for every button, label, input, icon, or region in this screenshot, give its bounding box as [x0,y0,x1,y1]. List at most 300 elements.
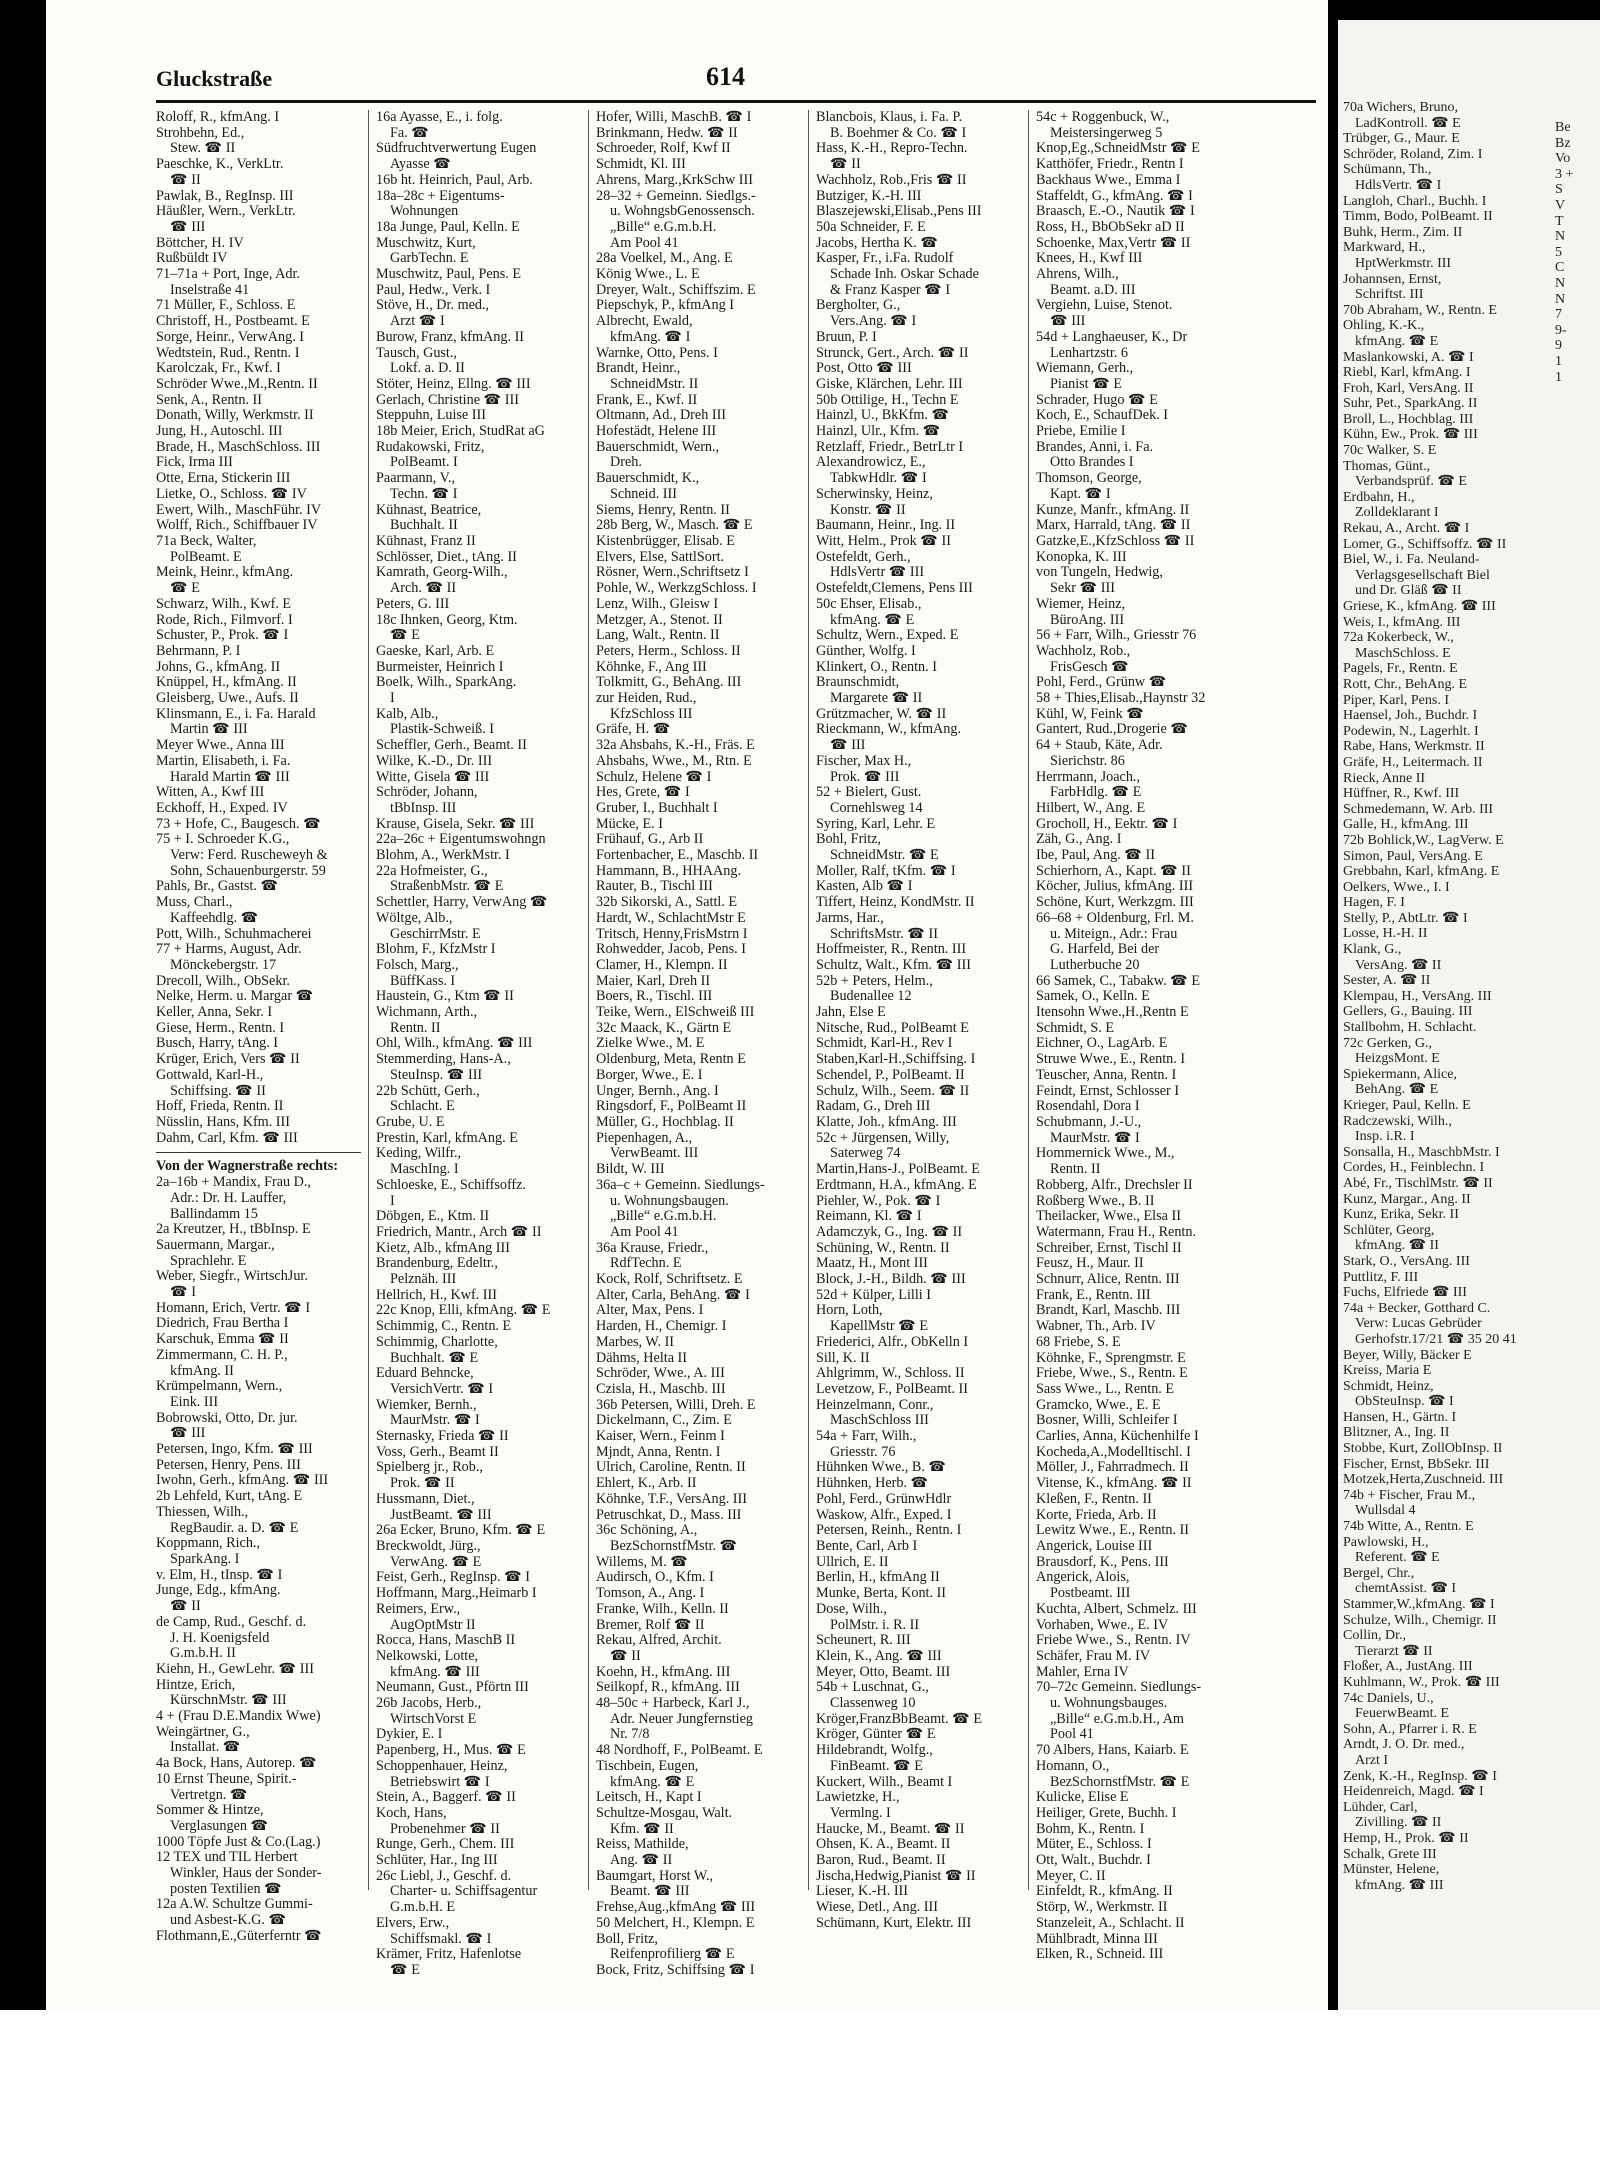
facing-page-entry: VersAng. ☎ II [1355,957,1442,973]
directory-entry: Marx, Harrald, tAng. ☎ II [1036,518,1191,534]
directory-entry: Meyer, C. II [1036,1868,1106,1884]
directory-entry: Friederici, Alfr., ObKelln I [816,1334,969,1350]
directory-entry: Rösner, Wern.,Schriftsetz I [596,565,749,581]
directory-entry: Boll, Fritz, [596,1931,658,1947]
facing-page-entry: Rieck, Anne II [1343,770,1426,786]
directory-entry: BüffKass. I [390,973,456,989]
directory-entry: Carlies, Anna, Küchenhilfe I [1036,1429,1199,1445]
directory-entry: Schäfer, Frau M. IV [1036,1648,1151,1664]
directory-entry: ☎ III [830,738,866,754]
directory-entry: Radam, G., Dreh III [816,1099,931,1115]
directory-entry: tBbInsp. III [390,800,457,816]
directory-entry: Kühl, W, Feink ☎ [1036,706,1144,722]
directory-entry: 26c Liebl, J., Geschf. d. [376,1868,512,1884]
facing-page-entry: 70a Wichers, Bruno, [1343,100,1459,115]
directory-entry: 66–68 + Oldenburg, Frl. M. [1036,910,1194,926]
facing-page-entry: Schulze, Wilh., Chemigr. II [1343,1612,1497,1628]
directory-entry: Baumann, Heinr., Ing. II [816,518,956,534]
directory-entry: RdfTechn. E [610,1256,682,1272]
facing-page-entry: Spiekermann, Alice, [1343,1066,1457,1082]
directory-entry: Harden, H., Chemigr. I [596,1319,727,1335]
directory-entry: Jischa,Hedwig,Pianist ☎ II [816,1868,976,1884]
directory-entry: Ibe, Paul, Ang. ☎ II [1036,848,1155,864]
directory-entry: Knüppel, H., kfmAng. II [156,675,297,691]
directory-entry: Vertretgn. ☎ [170,1787,248,1803]
directory-entry: Friebe, Wwe., S., Rentn. E [1036,1366,1188,1382]
directory-entry: G.m.b.H. E [390,1900,456,1916]
facing-page-entry: Losse, H.-H. II [1343,926,1428,942]
directory-entry: Prok. ☎ III [830,769,900,785]
directory-entry: Schneid. III [610,486,677,502]
directory-entry: Köcher, Julius, kfmAng. III [1036,879,1194,895]
directory-entry: Ballindamm 15 [170,1206,258,1222]
directory-entry: 32a Ahsbahs, K.-H., Fräs. E [596,738,755,754]
directory-entry: Butziger, K.-H. III [816,188,922,204]
directory-entry: Braunschmidt, [816,675,900,691]
directory-entry: Hainzl, U., BkKfm. ☎ [816,408,950,424]
facing-page-column [1343,100,1553,1960]
directory-entry: Schierhorn, A., Kapt. ☎ II [1036,863,1191,879]
directory-entry: 18a–28c + Eigentums- [376,188,505,204]
directory-entry: Kamrath, Georg-Wilh., [376,565,508,581]
directory-entry: Fischer, Max H., [816,753,912,769]
directory-entry: KfzSchloss III [610,706,693,722]
directory-entry: Theilacker, Wwe., Elsa II [1036,1209,1181,1225]
scan-margin [0,2010,1600,2177]
directory-entry: Dose, Wilh., [816,1601,887,1617]
facing-page-entry: Buhk, Herm., Zim. II [1343,224,1463,240]
directory-entry: Folsch, Marg., [376,957,459,973]
directory-entry: Krümpelmann, Wern., [156,1379,283,1395]
directory-entry: Ott, Walt., Buchdr. I [1036,1853,1151,1869]
directory-entry: 50c Ehser, Elisab., [816,596,922,612]
directory-entry: Witten, A., Kwf III [156,785,265,801]
directory-entry: Stöter, Heinz, Ellng. ☎ III [376,376,531,392]
directory-entry: Kuchta, Albert, Schmelz. III [1036,1601,1197,1617]
directory-entry: Maatz, H., Mont III [816,1256,928,1272]
directory-entry: Schlüter, Har., Ing III [376,1853,498,1869]
directory-entry: G.m.b.H. II [170,1646,236,1662]
directory-entry: Nr. 7/8 [610,1727,650,1743]
directory-entry: Piehler, W., Pok. ☎ I [816,1193,941,1209]
directory-entry: Plastik-Schweiß. I [390,722,495,738]
directory-entry: Arch. ☎ II [390,581,457,597]
directory-entry: Kleßen, F., Rentn. II [1036,1491,1152,1507]
directory-entry: 52c + Jürgensen, Willy, [816,1130,950,1146]
directory-entry: Katthöfer, Friedr., Rentn I [1036,157,1184,173]
street-heading: Gluckstraße [156,66,273,91]
directory-entry: Ahlgrimm, W., Schloss. II [816,1366,965,1382]
directory-entry: Brausdorf, K., Pens. III [1036,1554,1169,1570]
directory-entry: Czisla, H., Maschb. III [596,1381,726,1397]
directory-entry: Bohl, Fritz, [816,832,882,848]
directory-entry: Möller, J., Fahrradmech. II [1036,1460,1189,1476]
directory-entry: Blaszejewski,Elisab.,Pens III [816,204,982,220]
directory-entry: kfmAng. ☎ E [830,612,915,628]
facing-page-entry: Arndt, J. O. Dr. med., [1343,1737,1465,1753]
directory-entry: Brandes, Anni, i. Fa. [1036,439,1154,455]
directory-entry: Probenehmer ☎ II [390,1821,500,1837]
directory-entry: Kasten, Alb ☎ I [816,879,913,895]
directory-entry: 4 + (Frau D.E.Mandix Wwe) [156,1709,321,1725]
directory-entry: Lieser, K.-H. III [816,1884,909,1900]
directory-entry: Reimers, Erw., [376,1601,461,1617]
facing-page-edge-fragment: T [1555,213,1564,229]
directory-entry: Sohn, Schauenburgerstr. 59 [170,863,326,879]
directory-entry: posten Textilien ☎ [170,1881,282,1897]
directory-entry: Wachholz, Rob., [1036,643,1131,659]
directory-entry: Günther, Wolfg. I [816,643,916,659]
directory-entry: WirtschVorst E [390,1711,477,1727]
facing-page-entry: Schriftst. III [1355,287,1424,303]
directory-entry: Margarete ☎ II [830,691,923,707]
facing-page-entry: Schmedemann, W. Arb. III [1343,801,1494,817]
directory-entry: SchriftsMstr. ☎ II [830,926,938,942]
directory-entry: Verw: Ferd. Ruscheweyh & [170,848,328,864]
directory-entry: Mahler, Erna IV [1036,1664,1129,1680]
directory-entry: TabkwHdlr. ☎ I [830,471,927,487]
directory-entry: Pawlak, B., RegInsp. III [156,188,294,204]
header-rule [156,100,1316,103]
directory-entry: Gräfe, H. ☎ [596,722,671,738]
directory-entry: u. Wohnungsbauges. [1050,1696,1168,1712]
directory-entry: Wiemann, Gerh., [1036,361,1134,377]
directory-entry: ☎ E [390,628,420,644]
directory-entry: 70 Albers, Hans, Kaiarb. E [1036,1743,1189,1759]
directory-entry: BezSchornstfMstr. ☎ E [1050,1774,1190,1790]
directory-entry: u. WohngsbGenossensch. [610,204,755,220]
directory-entry: StraßenbMstr. ☎ E [390,879,504,895]
directory-entry: 68 Friebe, S. E [1036,1334,1121,1350]
directory-entry: Pohle, W., WerkzgSchloss. I [596,581,757,597]
directory-entry: Kasper, Fr., i.Fa. Rudolf [816,251,954,267]
directory-entry: Wabner, Th., Arb. IV [1036,1319,1156,1335]
directory-entry: SparkAng. I [170,1551,240,1567]
directory-entry: Hardt, W., SchlachtMstr E [596,910,746,926]
directory-entry: Pahls, Br., Gastst. ☎ [156,879,279,895]
facing-page-entry: Markward, H., [1343,240,1426,256]
directory-entry: Bock, Fritz, Schiffsing ☎ I [596,1962,755,1978]
facing-page-entry: Sonsalla, H., MaschbMstr. I [1343,1144,1500,1160]
directory-entry: König Wwe., L. E [596,267,700,283]
facing-page-entry: Stallbohm, H. Schlacht. [1343,1020,1477,1036]
facing-page-entry: Stelly, P., AbtLtr. ☎ I [1343,910,1468,926]
directory-entry: Adr. Neuer Jungfernstieg [610,1711,754,1727]
directory-entry: Koch, Hans, [376,1805,447,1821]
directory-entry: Weingärtner, G., [156,1724,250,1740]
directory-entry: Hintze, Erich, [156,1677,236,1693]
directory-entry: Sierichstr. 86 [1050,753,1125,769]
facing-page-entry: Arzt I [1355,1752,1389,1768]
directory-entry: Hilbert, W., Ang. E [1036,800,1146,816]
directory-entry: 28–32 + Gemeinn. Siedlgs.- [596,188,756,204]
directory-entry: Karolczak, Fr., Kwf. I [156,361,281,377]
facing-page-entry: Froh, Karl, VersAng. II [1343,380,1474,396]
directory-entry: Schlösser, Diet., tAng. II [376,549,517,565]
directory-entry: Koppmann, Rich., [156,1536,261,1552]
facing-page-entry: Heidenreich, Magd. ☎ I [1343,1784,1484,1800]
directory-entry: Klatte, Joh., kfmAng. III [816,1115,957,1130]
directory-entry: Wolff, Rich., Schiffbauer IV [156,518,318,534]
directory-entry: Am Pool 41 [610,235,679,251]
directory-entry: Beamt. a.D. III [1050,282,1136,298]
directory-entry: 50a Schneider, F. E [816,219,926,235]
directory-entry: Teike, Wern., ElSchweiß III [596,1005,755,1021]
directory-entry: u. Wohnungsbaugen. [610,1193,729,1209]
directory-entry: Ewert, Wilh., MaschFühr. IV [156,502,322,518]
facing-page-entry: Johannsen, Ernst, [1343,271,1442,287]
directory-entry: Stöve, H., Dr. med., [376,298,490,314]
directory-entry: Ullrich, E. II [816,1554,889,1570]
directory-entry: 36a Krause, Friedr., [596,1240,709,1256]
directory-entry: Ohl, Wilh., kfmAng. ☎ III [376,1036,533,1052]
facing-page-entry: Puttlitz, F. III [1343,1269,1419,1285]
directory-entry: Grocholl, H., Eektr. ☎ I [1036,816,1178,832]
directory-entry: Scheunert, R. III [816,1633,911,1649]
directory-entry: v. Elm, H., tInsp. ☎ I [156,1567,283,1583]
directory-entry: Post, Otto ☎ III [816,361,912,377]
directory-entry: Ahrens, Wilh., [1036,267,1119,283]
directory-entry: Adr.: Dr. H. Lauffer, [170,1190,287,1206]
facing-page-entry: Timm, Bodo, PolBeamt. II [1343,209,1493,225]
directory-entry: Teuscher, Anna, Rentn. I [1036,1067,1177,1083]
directory-entry: Paul, Hedw., Verk. I [376,282,491,298]
facing-page-entry: 74a + Becker, Gotthard C. [1343,1300,1491,1316]
directory-entry: MaurMstr. ☎ I [390,1413,480,1429]
directory-entry: Schade Inh. Oskar Schade [830,267,979,283]
directory-entry: Schiffsmakl. ☎ I [390,1931,492,1947]
directory-entry: Itensohn Wwe.,H.,Rentn E [1036,1005,1189,1021]
facing-page-entry: 74b Witte, A., Rentn. E [1343,1519,1474,1535]
directory-entry: Krüger, Erich, Vers ☎ II [156,1052,300,1068]
directory-entry: Köhnke, F., Sprengmstr. E [1036,1350,1186,1366]
directory-entry: Seilkopf, R., kfmAng. III [596,1680,740,1696]
facing-page-entry: kfmAng. ☎ E [1355,333,1439,349]
facing-page-entry: HeizgsMont. E [1355,1051,1440,1067]
directory-entry: BezSchornstfMstr. ☎ [610,1538,738,1554]
directory-entry: 54a + Farr, Wilh., [816,1429,917,1445]
directory-entry: Boers, R., Tischl. III [596,989,713,1005]
directory-entry: Rosendahl, Dora I [1036,1099,1140,1115]
directory-entry: Brinkmann, Hedw. ☎ II [596,125,738,141]
directory-entry: Brandt, Heinr., [596,361,681,377]
directory-entry: ☎ E [170,581,200,597]
directory-entry: Tischbein, Eugen, [596,1758,699,1774]
directory-entry: Rekau, Alfred, Archit. [596,1633,722,1649]
directory-entry: Strohbehn, Ed., [156,125,245,141]
directory-entry: Rußbüldt IV [156,251,228,267]
directory-entry: Spielberg jr., Rob., [376,1460,483,1476]
directory-entry: Schulz, Wilh., Seem. ☎ II [816,1083,970,1099]
directory-entry: Schmidt, Kl. III [596,157,686,173]
directory-entry: Ostefeldt, Gerh., [816,549,911,565]
directory-entry: Betriebswirt ☎ I [390,1774,490,1790]
directory-entry: Wilke, K.-D., Dr. III [376,753,493,769]
directory-entry: zur Heiden, Rud., [596,691,697,707]
directory-entry: Lang, Walt., Rentn. II [596,628,720,644]
directory-entry: Hellrich, H., Kwf. III [376,1287,497,1303]
directory-entry: Gramcko, Wwe., E. E [1036,1397,1161,1413]
facing-page-entry: MaschSchloss. E [1355,645,1451,661]
facing-page-entry: Maslankowski, A. ☎ I [1343,349,1474,365]
directory-entry: Martin,Hans-J., PolBeamt. E [816,1162,980,1178]
facing-page-entry: Broll, L., Hochblag. III [1343,411,1474,427]
directory-entry: 64 + Staub, Käte, Adr. [1036,738,1163,754]
directory-entry: Priebe, Emilie I [1036,424,1126,440]
directory-entry: Schöne, Kurt, Werkzgm. III [1036,895,1194,911]
directory-entry: Sorge, Heinr., VerwAng. I [156,329,305,345]
directory-entry: Scherwinsky, Heinz, [816,486,933,502]
directory-entry: Piepschyk, P., kfmAng I [596,298,734,314]
directory-entry: Konstr. ☎ II [830,502,906,518]
directory-entry: Ehlert, K., Arb. II [596,1476,697,1492]
directory-entry: Petersen, Ingo, Kfm. ☎ III [156,1442,313,1458]
directory-entry: Lawietzke, H., [816,1790,900,1806]
facing-page-edge-fragment: 1 [1555,369,1562,385]
facing-page-edge-fragment: N [1555,229,1566,245]
directory-entry: Winkler, Haus der Sonder- [170,1866,322,1882]
directory-entry: Schüning, W., Rentn. II [816,1240,950,1256]
directory-entry: Schimmig, C., Rentn. E [376,1319,512,1335]
facing-page-entry: Hagen, F. I [1343,895,1405,911]
facing-page-entry: ObSteuInsp. ☎ I [1355,1394,1454,1410]
directory-entry: Grützmacher, W. ☎ II [816,706,947,722]
directory-entry: Franke, Wilh., Kelln. II [596,1601,729,1617]
directory-entry: SchneidMstr. II [610,376,699,392]
directory-entry: Strunck, Gert., Arch. ☎ II [816,345,969,361]
directory-entry: Kulicke, Elise E [1036,1790,1129,1806]
directory-entry: Verglasungen ☎ [170,1818,269,1834]
facing-page-entry: Erdbahn, H., [1343,489,1415,505]
facing-page-entry: Lühder, Carl, [1343,1799,1418,1815]
directory-entry: MaurMstr. ☎ I [1050,1130,1140,1146]
directory-entry: Fick, Irma III [156,455,233,471]
directory-entry: Sill, K. II [816,1350,870,1366]
directory-entry: Watermann, Frau H., Rentn. [1036,1224,1197,1240]
facing-page-entry: Kreiss, Maria E [1343,1363,1432,1379]
page-number: 614 [706,62,745,91]
directory-entry: Friedrich, Mantr., Arch ☎ II [376,1224,542,1240]
directory-entry: Horn, Loth, [816,1303,883,1319]
facing-page-entry: Klank, G., [1343,942,1402,958]
directory-entry: Adamczyk, G., Ing. ☎ II [816,1224,963,1240]
directory-entry: Giese, Herm., Rentn. I [156,1020,285,1036]
directory-entry: Eduard Behncke, [376,1366,474,1382]
directory-entry: VerwBeamt. III [610,1146,699,1162]
directory-entry: B. Boehmer & Co. ☎ I [830,125,967,141]
facing-page-entry: 74b + Fischer, Frau M., [1343,1487,1476,1503]
directory-entry: Saterweg 74 [830,1146,901,1162]
directory-entry: Jarms, Har., [816,910,884,926]
directory-entry: Paeschke, K., VerkLtr. [156,157,284,173]
directory-entry: Ostefeldt,Clemens, Pens III [816,581,973,597]
directory-entry: 32c Maack, K., Gärtn E [596,1020,732,1036]
directory-entry: Heiliger, Grete, Buchh. I [1036,1805,1177,1821]
directory-entry: Blohm, A., WerkMstr. I [376,848,510,864]
directory-entry: Witte, Gisela ☎ III [376,769,490,785]
facing-page-entry: Hansen, H., Gärtn. I [1343,1409,1457,1425]
directory-entry: 32b Sikorski, A., Sattl. E [596,895,738,911]
directory-entry: 2b Lehfeld, Kurt, tAng. E [156,1489,303,1505]
directory-entry: Drecoll, Wilh., ObSekr. [156,973,290,989]
directory-entry: Pelznäh. III [390,1272,457,1288]
directory-entry: 56 + Farr, Wilh., Griesstr 76 [1036,628,1197,644]
facing-page-entry: Biel, W., i. Fa. Neuland- [1343,552,1480,568]
facing-page-entry: LadKontroll. ☎ E [1355,115,1461,131]
directory-entry: Peters, Herm., Schloss. II [596,643,741,659]
directory-entry: Schoppenhauer, Heinz, [376,1758,508,1774]
facing-page-entry: Verw: Lucas Gebrüder [1355,1316,1482,1332]
directory-entry: Buchhalt. II [390,518,458,534]
facing-page-entry: Schlüter, Georg, [1343,1222,1435,1238]
directory-entry: Prok. ☎ II [390,1476,455,1492]
directory-entry: Bauerschmidt, Wern., [596,439,720,455]
directory-entry: Köhnke, T.F., VersAng. III [596,1491,747,1507]
facing-page-entry: Verbandsprüf. ☎ E [1355,474,1467,490]
directory-entry: 18b Meier, Erich, StudRat aG [376,424,545,440]
directory-entry: Jung, H., Autoschl. III [156,424,283,440]
directory-entry: Sauermann, Margar., [156,1237,275,1253]
directory-entry: Kapt. ☎ I [1050,486,1111,502]
facing-page-entry: Grebbahn, Karl, kfmAng. E [1343,864,1500,880]
facing-page-entry: Galle, H., kfmAng. III [1343,817,1469,833]
directory-entry: Samek, O., Kelln. E [1036,989,1150,1005]
facing-page-entry: BehAng. ☎ E [1355,1082,1439,1098]
facing-page-entry: Riebl, Karl, kfmAng. I [1343,365,1471,381]
directory-entry: Weber, Siegfr., WirtschJur. [156,1269,308,1285]
directory-entry: „Bille“ e.G.m.b.H., Am [1050,1711,1184,1727]
directory-entry: Muschwitz, Kurt, [376,235,476,251]
directory-entry: Tritsch, Henny,FrisMstrn I [596,926,748,942]
directory-entry: Sprachlehr. E [170,1253,247,1269]
directory-entry: Knop,Eg.,SchneidMstr ☎ E [1036,141,1200,157]
facing-page-entry: kfmAng. ☎ III [1355,1877,1444,1893]
directory-entry: Krämer, Fritz, Hafenlotse [376,1947,522,1963]
directory-entry: Buchhalt. ☎ E [390,1350,479,1366]
directory-entry: 48 Nordhoff, F., PolBeamt. E [596,1743,763,1759]
directory-entry: Erdtmann, H.A., kfmAng. E [816,1177,977,1193]
directory-entry: Bremer, Rolf ☎ II [596,1617,705,1633]
directory-entry: Hammann, B., HHAAng. [596,863,742,879]
directory-entry: HdlsVertr ☎ III [830,565,925,581]
directory-entry: Lokf. a. D. II [390,361,465,377]
directory-entry: Hühnken Wwe., B. ☎ [816,1460,947,1476]
directory-entry: GarbTechn. E [390,251,469,267]
directory-entry: Baumgart, Horst W., [596,1868,714,1884]
directory-entry: Moller, Ralf, tKfm. ☎ I [816,863,956,879]
directory-entry: u. Miteign., Adr.: Frau [1050,926,1178,942]
directory-entry: Brade, H., MaschSchloss. III [156,439,321,455]
directory-entry: J. H. Koenigsfeld [170,1630,270,1646]
facing-page-entry: Podewin, N., Lagerhlt. I [1343,723,1479,739]
directory-entry: Karschuk, Emma ☎ II [156,1332,289,1348]
directory-entry: Mjndt, Anna, Rentn. I [596,1444,721,1460]
facing-page-entry: 72a Kokerbeck, W., [1343,630,1454,646]
directory-entry: „Bille“ e.G.m.b.H. [610,219,717,235]
facing-page-entry: Hüffner, R., Kwf. III [1343,786,1460,802]
directory-entry: Homann, O., [1036,1758,1110,1774]
directory-entry: 71a Beck, Walter, [156,533,257,549]
directory-entry: Koch, E., SchaufDek. I [1036,408,1168,424]
directory-entry: Mühlbradt, Minna III [1036,1931,1158,1947]
directory-entry: Vitense, K., kfmAng. ☎ II [1036,1476,1192,1492]
directory-entry: Giske, Klärchen, Lehr. III [816,376,963,392]
directory-entry: Böttcher, H. IV [156,235,244,251]
directory-entry: Störp, W., Werkmstr. II [1036,1900,1168,1916]
facing-page-entry: Gellers, G., Bauing. III [1343,1004,1473,1020]
directory-entry: 66 Samek, C., Tabakw. ☎ E [1036,973,1201,989]
directory-entry: Tomson, A., Ang. I [596,1586,705,1602]
